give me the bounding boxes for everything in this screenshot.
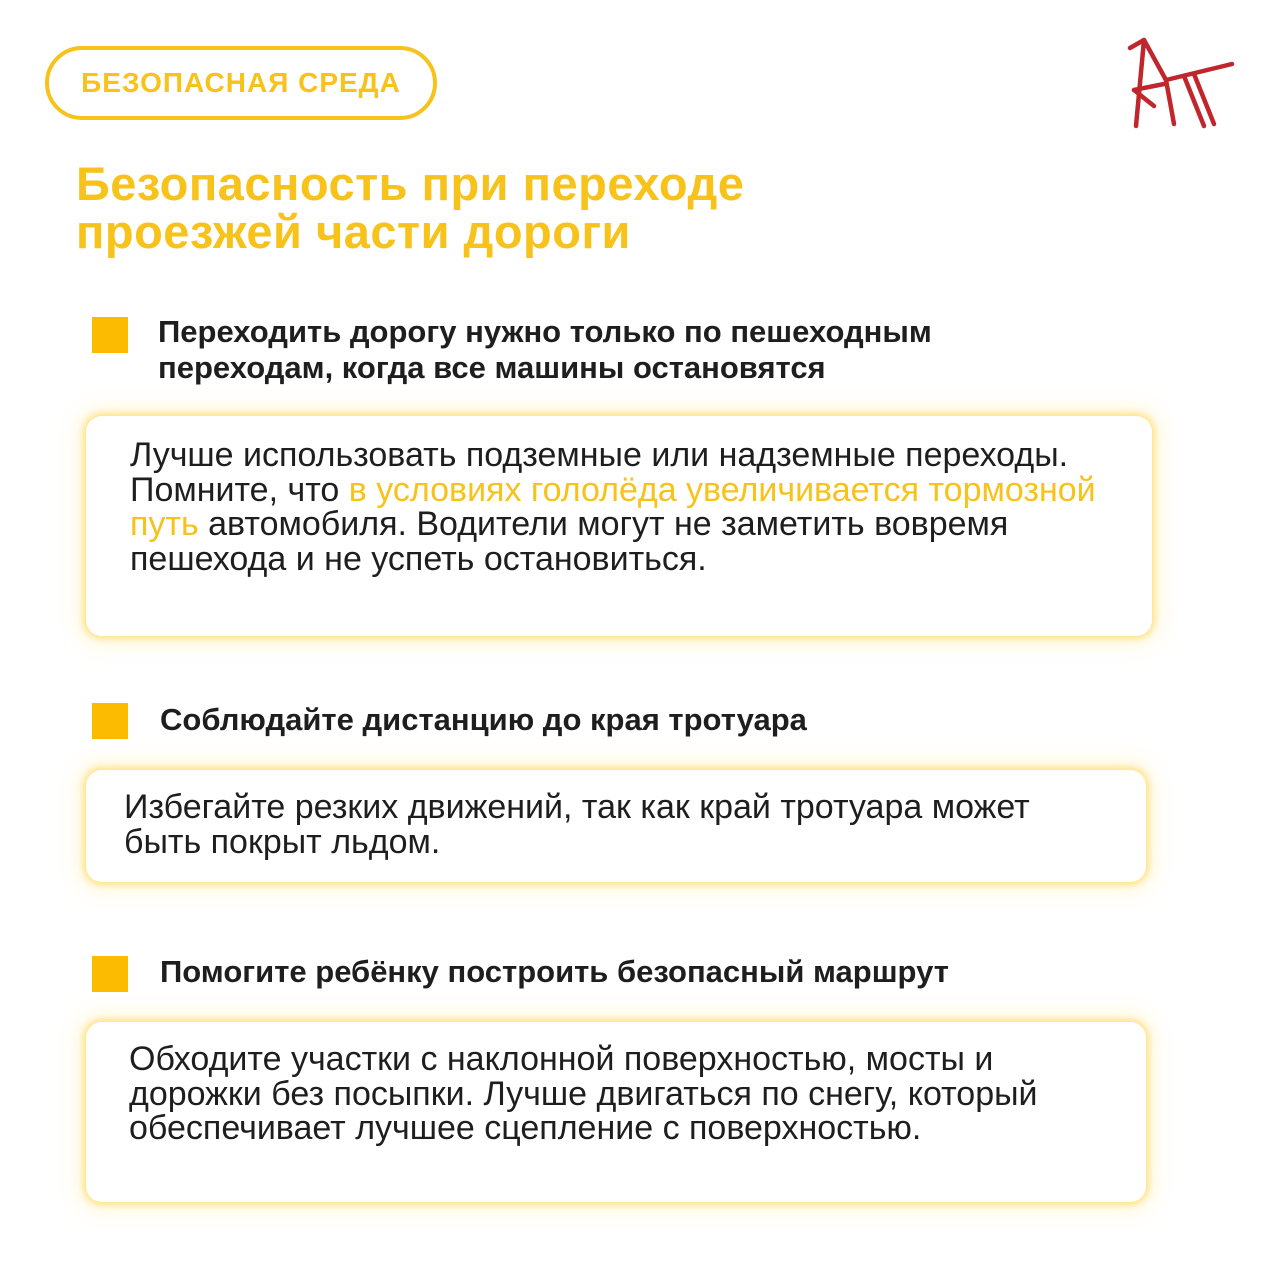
- page-title-line-1: Безопасность при переходе: [76, 157, 745, 210]
- section-3-heading: Помогите ребёнку построить безопасный маршрут: [160, 954, 949, 989]
- bullet-square-icon: [92, 317, 128, 353]
- chair-logo-icon: [1124, 36, 1236, 132]
- section-1-heading-line-2: переходам, когда все машины остановятся: [158, 350, 826, 385]
- page-title-line-2: проезжей части дороги: [76, 205, 631, 258]
- section-1-heading-line-1: Переходить дорогу нужно только по пешеходным: [158, 314, 932, 349]
- section-1-heading: [158, 314, 932, 386]
- section-1-text-end: автомобиля. Водители могут не заметить вовремя пешехода и не успеть остановиться.: [130, 505, 1009, 578]
- section-1-text-highlight: в условиях гололёда увеличивается тормозной путь: [130, 470, 1096, 543]
- section-badge: [45, 46, 437, 120]
- section-1-card: [86, 416, 1152, 636]
- section-badge-label: БЕЗОПАСНАЯ СРЕДА: [81, 67, 401, 98]
- section-1-text-start: Лучше использовать подземные или надземные переходы. Помните, что: [130, 436, 1069, 509]
- section-2-heading: Соблюдайте дистанцию до края тротуара: [160, 702, 807, 737]
- section-1-text: [130, 438, 1112, 576]
- section-2-text: Избегайте резких движений, так как край тротуара может быть покрыт льдом.: [124, 788, 1030, 861]
- section-3-card: [86, 1022, 1146, 1202]
- bullet-square-icon: [92, 956, 128, 992]
- section-3-text: Обходите участки с наклонной поверхностью, мосты и дорожки без посыпки. Лучше двигаться по снегу, который обеспечивает лучшее сцепление с поверхностью.: [129, 1040, 1038, 1147]
- page-title: [76, 157, 745, 258]
- section-2-card: [86, 770, 1146, 882]
- bullet-square-icon: [92, 703, 128, 739]
